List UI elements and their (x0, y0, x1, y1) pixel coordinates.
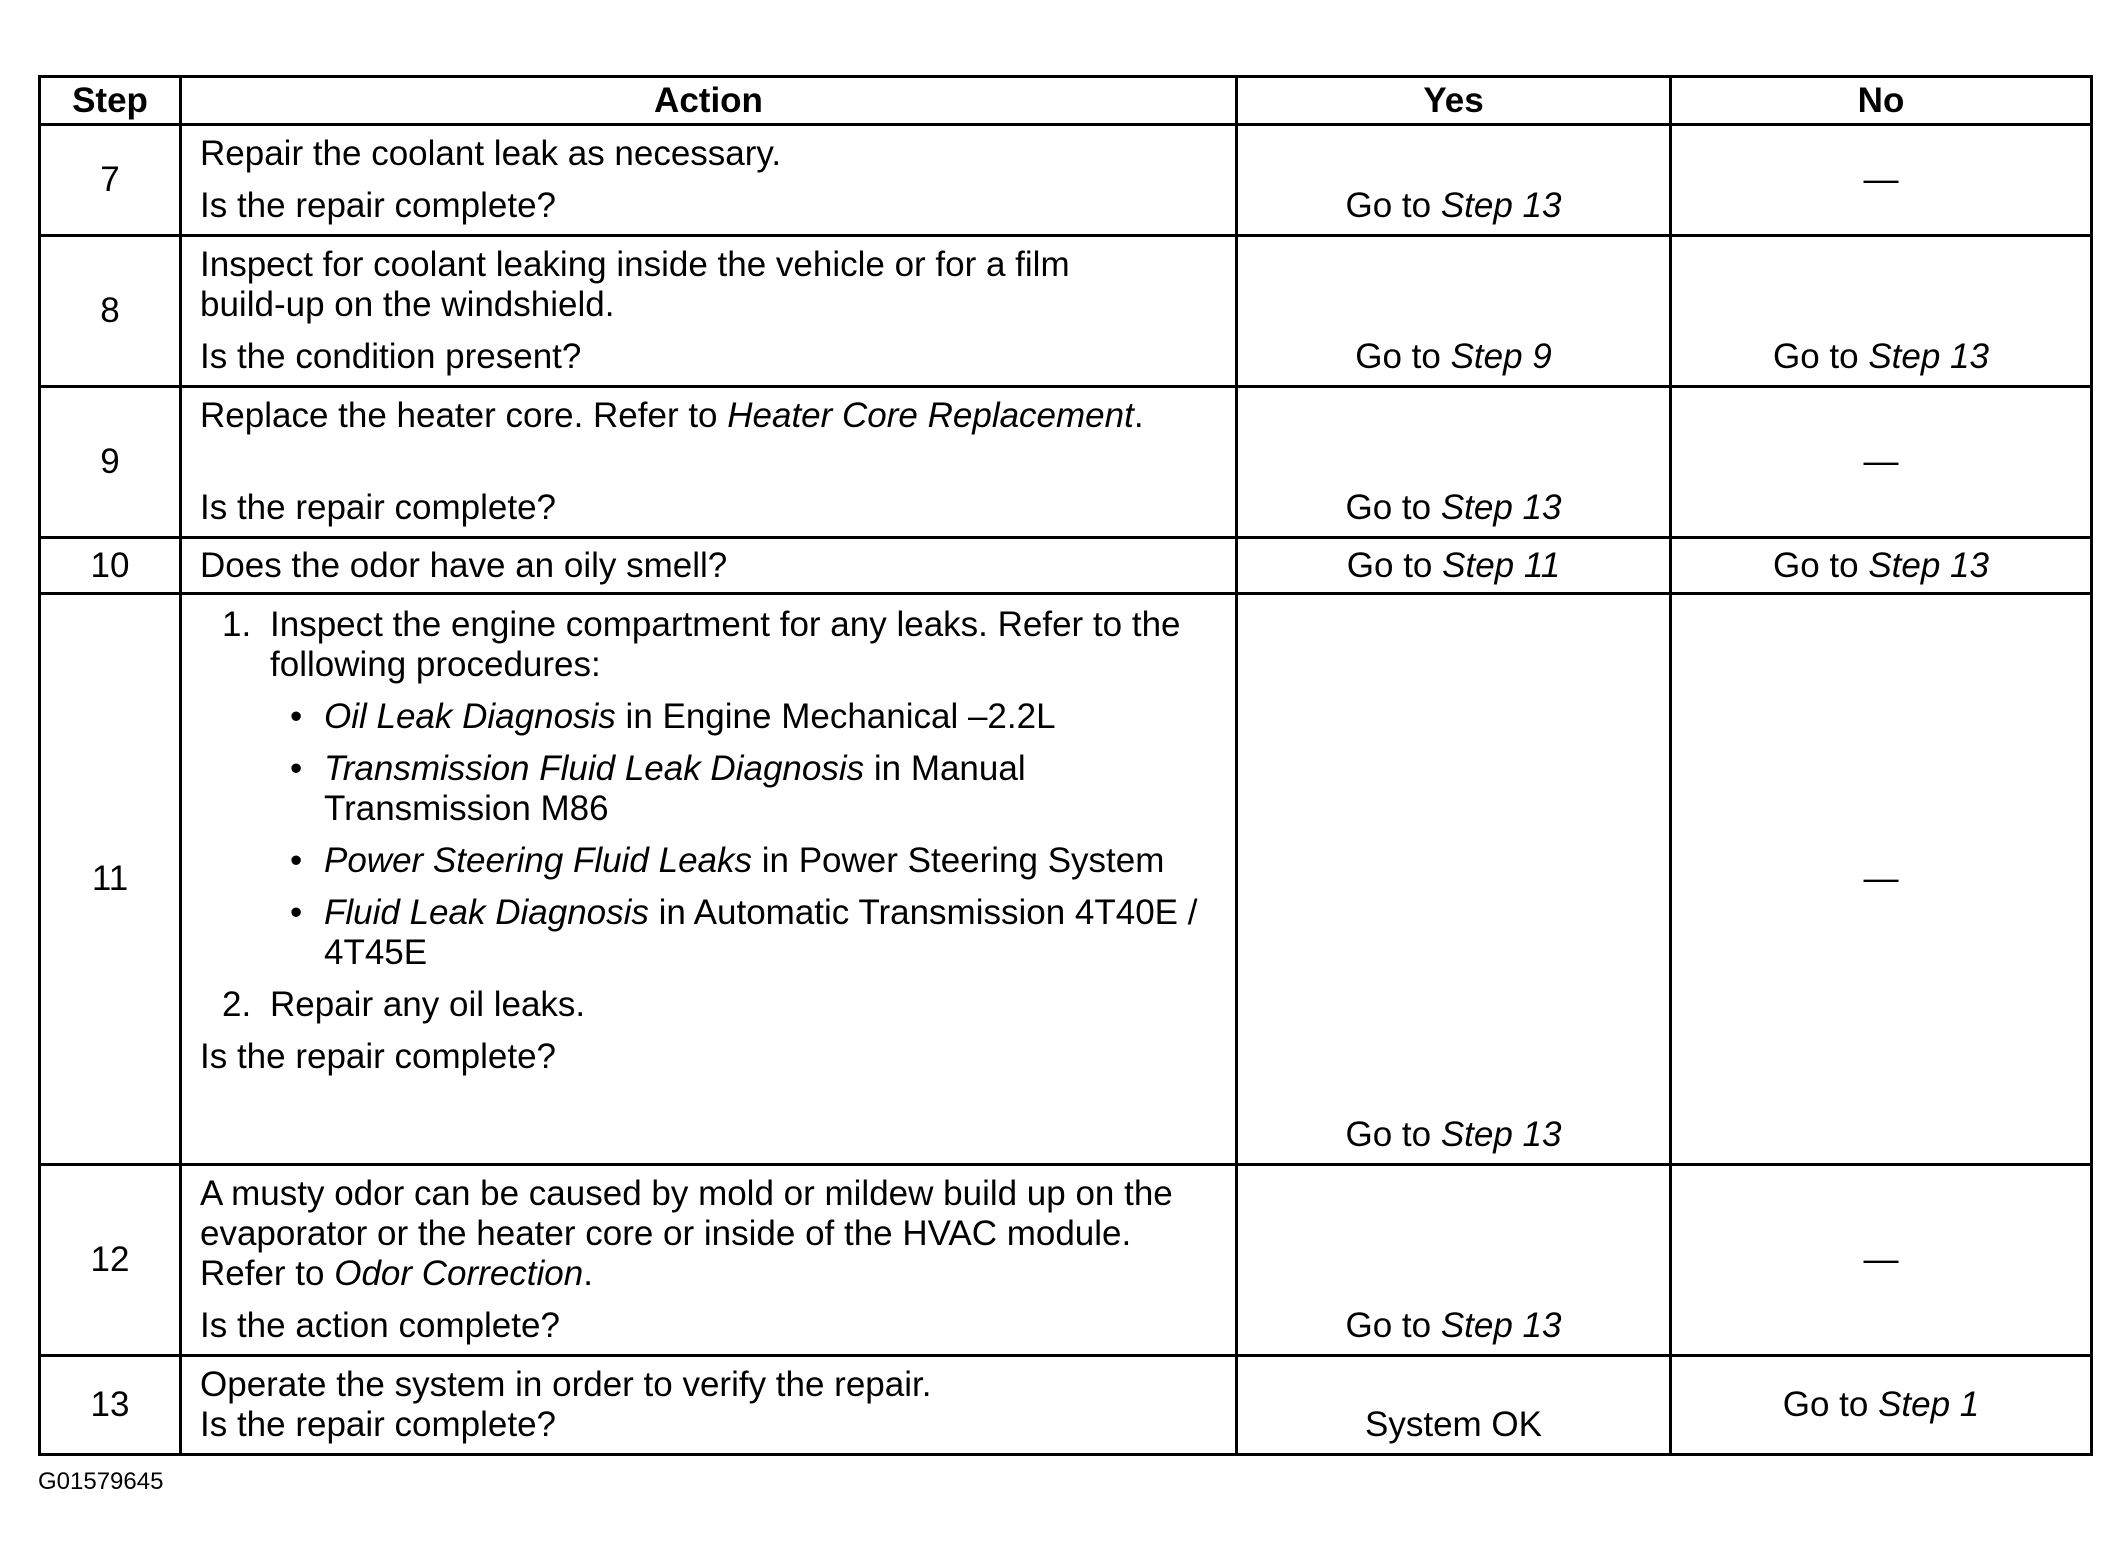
procedure-location: in Engine Mechanical –2.2L (615, 697, 1056, 736)
no-prefix: Go to (1773, 337, 1869, 376)
no-dash: — (1863, 1240, 1899, 1279)
no-prefix: Go to (1782, 1385, 1879, 1424)
procedure-ref: Power Steering Fluid Leaks (324, 841, 752, 880)
question-text: Is the repair complete? (200, 1405, 557, 1444)
action-cell (181, 236, 1237, 387)
procedure-item (324, 893, 1221, 973)
yes-cell (1237, 1356, 1671, 1455)
no-cell (1671, 1356, 2092, 1455)
no-step-ref: Step 13 (1868, 545, 1989, 585)
step-number: 13 (40, 1356, 181, 1455)
table-row (40, 594, 2092, 1165)
figure-id: G01579645 (38, 1468, 164, 1495)
action-cell (181, 1356, 1237, 1455)
procedure-ref: Odor Correction (334, 1254, 584, 1293)
no-dash: — (1863, 859, 1899, 898)
substep-text: Inspect the engine compartment for any leaks. Refer to the following procedures: (270, 605, 1181, 684)
procedure-ref: Transmission Fluid Leak Diagnosis (324, 749, 865, 788)
table-row (40, 538, 2092, 594)
action-prefix: A musty odor can be caused by mold or mildew build up on the evaporator or the heater core or inside of the HVAC module. Refer to (200, 1174, 1173, 1293)
action-cell (181, 387, 1237, 538)
yes-cell (1237, 387, 1671, 538)
header-yes: Yes (1237, 77, 1671, 125)
procedure-item (324, 749, 1221, 829)
yes-prefix: Go to (1345, 1306, 1441, 1345)
action-cell (181, 1165, 1237, 1356)
header-action: Action (181, 77, 1237, 125)
yes-prefix: Go to (1345, 186, 1441, 225)
action-suffix: . (1133, 396, 1144, 435)
question-text: Is the action complete? (200, 1306, 560, 1345)
action-text (200, 1174, 1221, 1294)
action-cell (181, 125, 1237, 236)
yes-step-ref: Step 9 (1450, 337, 1552, 376)
procedure-item (324, 697, 1221, 737)
header-no: No (1671, 77, 2092, 125)
action-text: build-up on the windshield. (200, 285, 615, 324)
no-cell (1671, 1165, 2092, 1356)
procedure-list (270, 697, 1221, 973)
action-prefix: Replace the heater core. Refer to (200, 396, 728, 435)
action-text (200, 396, 1221, 436)
yes-prefix: Go to (1355, 337, 1451, 376)
procedure-location: in Power Steering System (752, 841, 1165, 880)
yes-cell (1237, 594, 1671, 1165)
yes-step-ref: Step 11 (1442, 545, 1561, 585)
procedure-location: in Automatic Transmission 4T40E / 4T45E (324, 893, 1198, 972)
substep-list (200, 605, 1221, 1025)
yes-text: System OK (1365, 1405, 1542, 1444)
yes-cell (1237, 538, 1671, 594)
question-text: Is the repair complete? (200, 488, 557, 527)
diagnostic-table (38, 75, 2093, 1456)
procedure-ref: Fluid Leak Diagnosis (324, 893, 649, 932)
table-row (40, 236, 2092, 387)
header-step: Step (40, 77, 181, 125)
yes-step-ref: Step 13 (1440, 488, 1562, 527)
action-suffix: . (583, 1254, 593, 1293)
table-row (40, 387, 2092, 538)
action-cell (181, 538, 1237, 594)
action-text: Operate the system in order to verify the repair. (200, 1365, 932, 1404)
no-prefix: Go to (1773, 545, 1869, 585)
step-number: 10 (40, 538, 181, 594)
question-text: Is the condition present? (200, 337, 582, 376)
table-row (40, 1165, 2092, 1356)
procedure-location: in Manual Transmission M86 (324, 749, 1026, 828)
substep (270, 605, 1221, 973)
header-row (40, 77, 2092, 125)
table-row (40, 1356, 2092, 1455)
yes-step-ref: Step 13 (1440, 186, 1562, 225)
no-cell (1671, 594, 2092, 1165)
question-text: Is the repair complete? (200, 1037, 557, 1076)
step-number: 7 (40, 125, 181, 236)
yes-prefix: Go to (1346, 545, 1443, 585)
substep-text: Repair any oil leaks. (270, 985, 586, 1024)
yes-step-ref: Step 13 (1440, 1306, 1562, 1345)
yes-step-ref: Step 13 (1440, 1115, 1562, 1154)
procedure-item (324, 841, 1221, 881)
no-dash: — (1863, 442, 1899, 481)
no-cell (1671, 538, 2092, 594)
question-text: Is the repair complete? (200, 186, 557, 225)
step-number: 9 (40, 387, 181, 538)
yes-cell (1237, 125, 1671, 236)
procedure-ref: Heater Core Replacement (727, 396, 1134, 435)
yes-cell (1237, 236, 1671, 387)
table-row (40, 125, 2092, 236)
no-step-ref: Step 13 (1868, 337, 1989, 376)
no-cell (1671, 236, 2092, 387)
yes-prefix: Go to (1345, 488, 1441, 527)
no-dash: — (1863, 160, 1899, 199)
procedure-ref: Oil Leak Diagnosis (324, 697, 616, 736)
action-text: Repair the coolant leak as necessary. (200, 134, 782, 173)
no-cell (1671, 387, 2092, 538)
no-cell (1671, 125, 2092, 236)
action-text: Inspect for coolant leaking inside the vehicle or for a film (200, 245, 1070, 284)
yes-cell (1237, 1165, 1671, 1356)
substep (270, 985, 1221, 1025)
no-step-ref: Step 1 (1878, 1385, 1980, 1424)
step-number: 11 (40, 594, 181, 1165)
step-number: 12 (40, 1165, 181, 1356)
action-cell (181, 594, 1237, 1165)
yes-prefix: Go to (1345, 1115, 1441, 1154)
question-text: Does the odor have an oily smell? (200, 545, 728, 585)
step-number: 8 (40, 236, 181, 387)
